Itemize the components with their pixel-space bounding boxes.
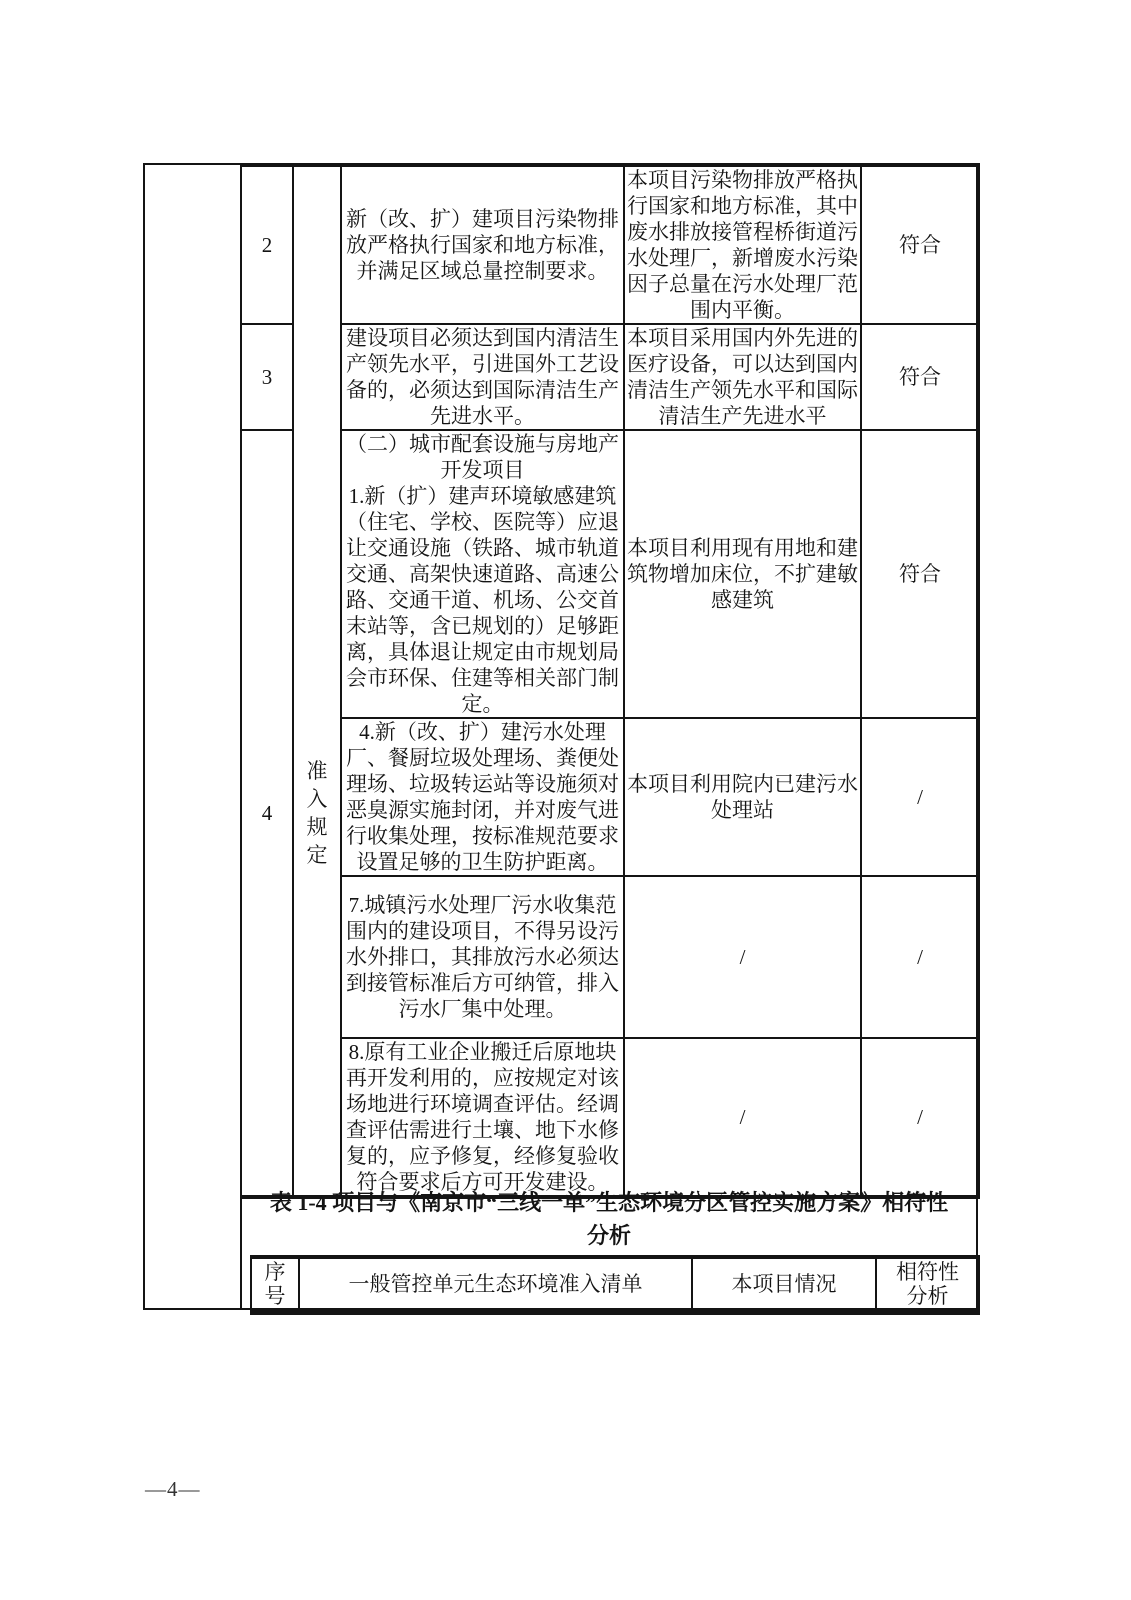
conclusion-cell: / [861, 718, 979, 876]
table-row [241, 430, 979, 718]
table-caption [240, 1186, 978, 1252]
conclusion-cell: 符合 [861, 430, 979, 718]
compliance-table [240, 163, 980, 1199]
requirement-section-heading: （二）城市配套设施与房地产开发项目 [346, 432, 619, 482]
project-situation-cell: / [624, 1038, 861, 1197]
requirement-cell: 新（改、扩）建项目污染物排放严格执行国家和地方标准，并满足区域总量控制要求。 [341, 165, 624, 324]
project-situation-cell: 本项目采用国内外先进的医疗设备，可以达到国内清洁生产领先水平和国际清洁生产先进水平 [624, 324, 861, 430]
conclusion-cell: / [861, 1038, 979, 1197]
header-project-situation: 本项目情况 [692, 1257, 876, 1312]
header-compatibility-analysis: 相符性分析 [876, 1257, 979, 1312]
project-situation-cell: 本项目利用院内已建污水处理站 [624, 718, 861, 876]
category-cell-empty [293, 324, 341, 430]
table-row [241, 324, 979, 430]
category-vertical-label: 准入规定 [306, 758, 328, 867]
requirement-cell: 4.新（改、扩）建污水处理厂、餐厨垃圾处理场、粪便处理场、垃圾转运站等设施须对恶臭源实施封闭，并对废气进行收集处理，按标准规范要求设置足够的卫生防护距离。 [341, 718, 624, 876]
requirement-text: 1.新（扩）建声环境敏感建筑（住宅、学校、医院等）应退让交通设施（铁路、城市轨道交通、高架快速道路、高速公路、交通干道、机场、公交首末站等，含已规划的）足够距离，具体退让规定由市规划局会市环保、住建等相关部门制定。 [346, 484, 619, 716]
requirement-cell: 8.原有工业企业搬迁后原地块再开发利用的，应按规定对该场地进行环境调查评估。经调查评估需进行土壤、地下水修复的，应予修复，经修复验收符合要求后方可开发建设。 [341, 1038, 624, 1197]
conclusion-cell: / [861, 876, 979, 1038]
requirement-cell: 7.城镇污水处理厂污水收集范围内的建设项目，不得另设污水外排口，其排放污水必须达到接管标准后方可纳管，排入污水厂集中处理。 [341, 876, 624, 1038]
row-number-cell: 4 [241, 430, 293, 1197]
project-situation-cell: 本项目污染物排放严格执行国家和地方标准，其中废水排放接管程桥街道污水处理厂，新增废水污染因子总量在污水处理厂范围内平衡。 [624, 165, 861, 324]
row-number-cell: 3 [241, 324, 293, 430]
category-cell [293, 430, 341, 1197]
header-access-list: 一般管控单元生态环境准入清单 [299, 1257, 692, 1312]
project-situation-cell: 本项目利用现有用地和建筑物增加床位，不扩建敏感建筑 [624, 430, 861, 718]
category-cell-empty [293, 165, 341, 324]
table-row [241, 718, 979, 876]
header-serial-number: 序号 [251, 1257, 299, 1312]
control-unit-table [250, 1255, 980, 1315]
conclusion-cell: 符合 [861, 165, 979, 324]
page-number: —4— [145, 1477, 201, 1501]
table-row [241, 1038, 979, 1197]
conclusion-cell: 符合 [861, 324, 979, 430]
table-caption-line1: 表 1-4 项目与《南京市“三线一单”生态环境分区管控实施方案》相符性 [269, 1190, 949, 1215]
requirement-cell: 建设项目必须达到国内清洁生产领先水平，引进国外工艺设备的，必须达到国际清洁生产先进水平。 [341, 324, 624, 430]
table-caption-line2: 分析 [586, 1223, 631, 1248]
row-number-cell: 2 [241, 165, 293, 324]
table-row [241, 876, 979, 1038]
requirement-cell [341, 430, 624, 718]
project-situation-cell: / [624, 876, 861, 1038]
table-row [241, 165, 979, 324]
table-header-row [251, 1257, 979, 1312]
